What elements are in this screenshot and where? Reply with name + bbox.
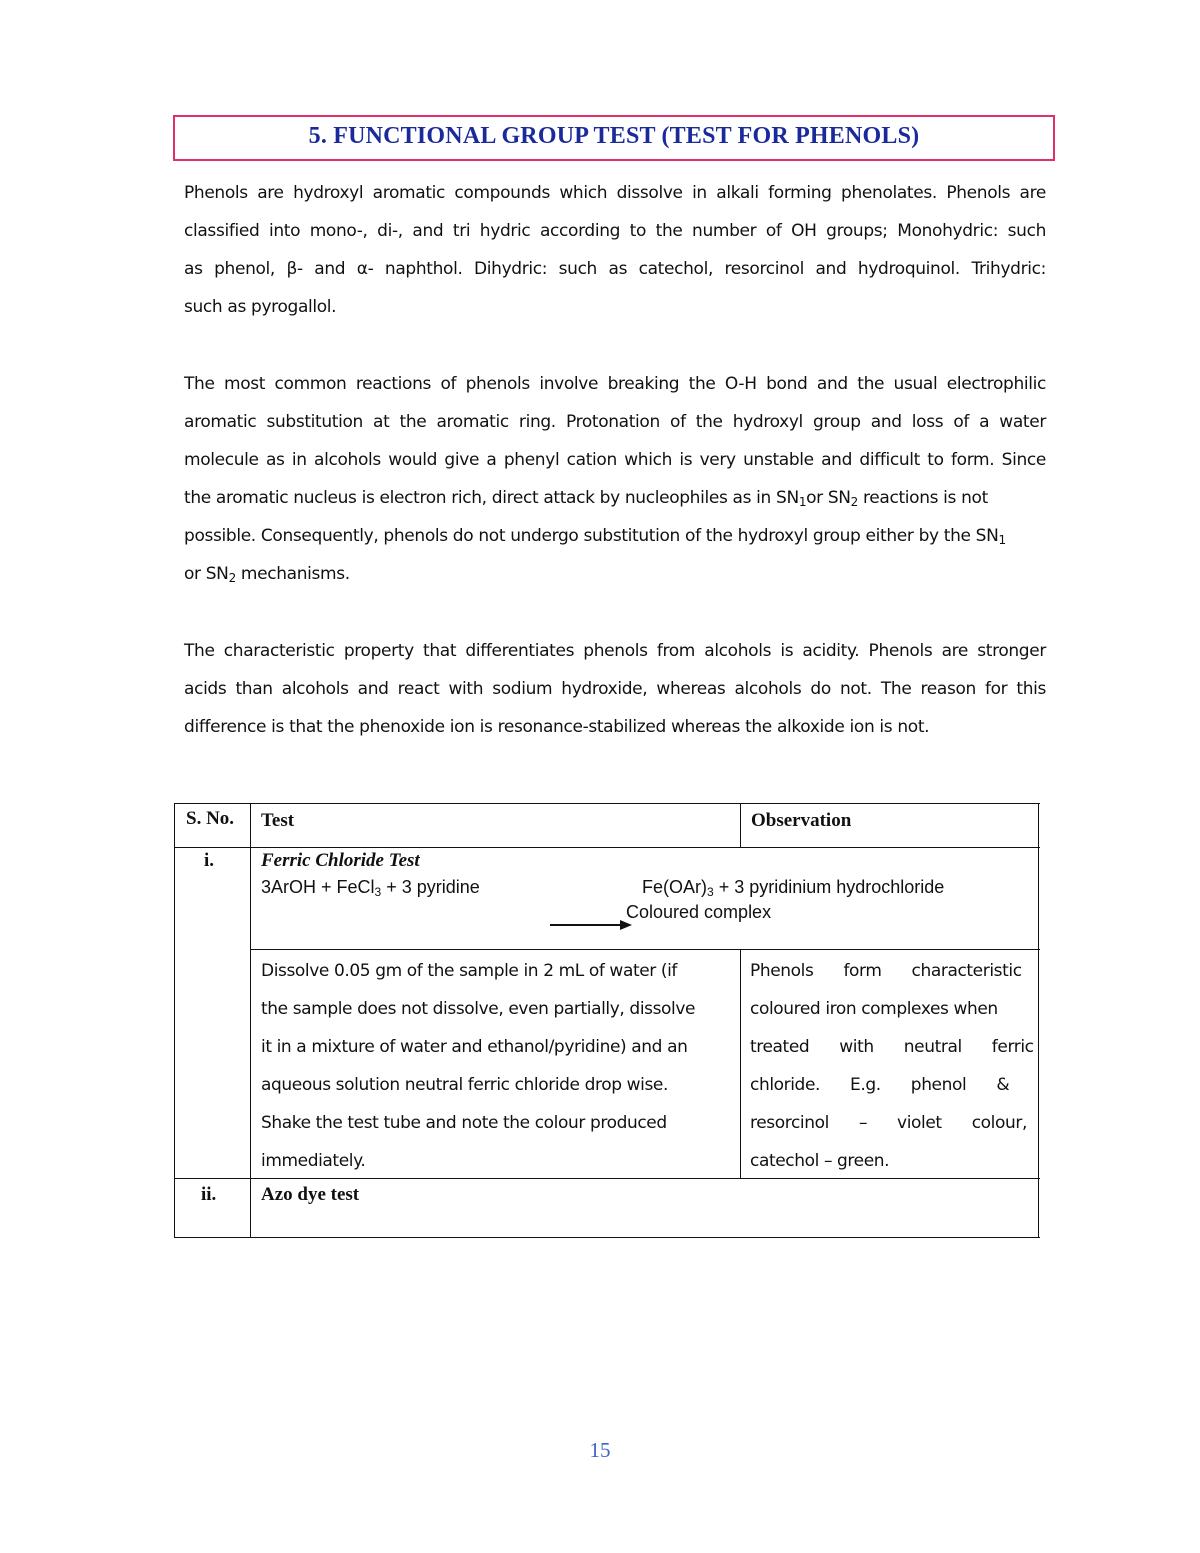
para2-line-6-a: or SN [184, 564, 229, 584]
observation-line: chloride. E.g. phenol & [750, 1075, 1010, 1095]
row1-procedure [261, 952, 721, 1180]
intro-paragraph [184, 174, 1046, 326]
para3-line-2: acids than alcohols and react with sodium hydroxide, whereas alcohols do not. The reason for this [184, 679, 1046, 699]
table-row1-divider [250, 949, 1040, 950]
products-a: Fe(OAr) [642, 877, 707, 897]
row1-equation-reactants [261, 877, 480, 898]
header-observation: Observation [751, 810, 852, 831]
para2-line-3: molecule as in alcohols would give a phenyl cation which is very unstable and difficult to form. Since [184, 450, 1046, 470]
para2-line-1: The most common reactions of phenols involve breaking the O-H bond and the usual electrophilic [184, 374, 1046, 394]
observation-line: catechol – green. [750, 1151, 890, 1171]
procedure-line: Shake the test tube and note the colour produced [261, 1113, 667, 1133]
reactants-a: 3ArOH + FeCl [261, 877, 375, 897]
para2-line-4-a: the aromatic nucleus is electron rich, direct attack by nucleophiles as in SN [184, 488, 799, 508]
row1-test-name: Ferric Chloride Test [261, 850, 420, 871]
row1-observation [750, 952, 1034, 1180]
row1-sno: i. [204, 850, 215, 871]
para1-line-4: such as pyrogallol. [184, 297, 337, 317]
acidity-paragraph [184, 632, 1046, 746]
procedure-line: it in a mixture of water and ethanol/pyridine) and an [261, 1037, 688, 1057]
subscript: 1 [798, 495, 807, 509]
para2-line-4-b: or SN [806, 488, 851, 508]
procedure-line: Dissolve 0.05 gm of the sample in 2 mL of water (if [261, 961, 678, 981]
observation-line: coloured iron complexes when [750, 999, 998, 1019]
procedure-line: the sample does not dissolve, even partially, dissolve [261, 999, 696, 1019]
reactants-b: + 3 pyridine [381, 877, 480, 897]
table-col-divider-2-header [740, 803, 741, 848]
reaction-arrow-icon [550, 918, 632, 932]
observation-line: Phenols form characteristic [750, 961, 1022, 981]
para2-line-6 [184, 555, 1046, 593]
table-col-divider-2-row [740, 949, 741, 1179]
para2-line-4-c: reactions is not [857, 488, 988, 508]
subscript: 3 [707, 885, 714, 899]
procedure-line: aqueous solution neutral ferric chloride drop wise. [261, 1075, 668, 1095]
reactions-paragraph [184, 365, 1046, 593]
para2-line-4 [184, 479, 1046, 517]
table-border-left [174, 803, 175, 1238]
table-border-right [1038, 803, 1039, 1238]
para1-line-2: classified into mono-, di-, and tri hydric according to the number of OH groups; Monohydric: such [184, 221, 1046, 241]
para2-line-5 [184, 517, 1046, 555]
subscript: 2 [228, 571, 236, 585]
subscript: 1 [998, 533, 1006, 547]
observation-line: resorcinol – violet colour, [750, 1113, 1027, 1133]
section-title: 5. FUNCTIONAL GROUP TEST (TEST FOR PHENOLS) [308, 123, 920, 149]
para2-line-5-a: possible. Consequently, phenols do not undergo substitution of the hydroxyl group either by the SN [184, 526, 999, 546]
table-header-divider [174, 847, 1040, 848]
page-number: 15 [589, 1438, 611, 1462]
row1-equation-products [642, 877, 944, 898]
table-col-divider-1 [250, 803, 251, 1238]
subscript: 3 [374, 885, 382, 899]
para3-line-1: The characteristic property that differentiates phenols from alcohols is acidity. Phenols are stronger [184, 641, 1046, 661]
section-title-box [173, 115, 1055, 161]
observation-line: treated with neutral ferric [750, 1037, 1034, 1057]
row2-sno: ii. [201, 1184, 217, 1205]
products-b: + 3 pyridinium hydrochloride [713, 877, 945, 897]
row1-equation-note: Coloured complex [626, 902, 772, 922]
subscript: 2 [850, 495, 858, 509]
header-test: Test [261, 810, 295, 831]
para1-line-3: as phenol, β- and α- naphthol. Dihydric: such as catechol, resorcinol and hydroquinol. Trihydric: [184, 259, 1046, 279]
table-border-top [174, 803, 1040, 804]
row2-test-name: Azo dye test [261, 1184, 360, 1205]
procedure-line: immediately. [261, 1151, 366, 1171]
para3-line-3: difference is that the phenoxide ion is resonance-stabilized whereas the alkoxide ion is not. [184, 717, 930, 737]
table-border-bottom [174, 1237, 1040, 1238]
para2-line-6-b: mechanisms. [235, 564, 350, 584]
para1-line-1: Phenols are hydroxyl aromatic compounds which dissolve in alkali forming phenolates. Phenols are [184, 183, 1046, 203]
header-sno: S. No. [186, 808, 235, 829]
para2-line-2: aromatic substitution at the aromatic ring. Protonation of the hydroxyl group and loss of a water [184, 412, 1046, 432]
